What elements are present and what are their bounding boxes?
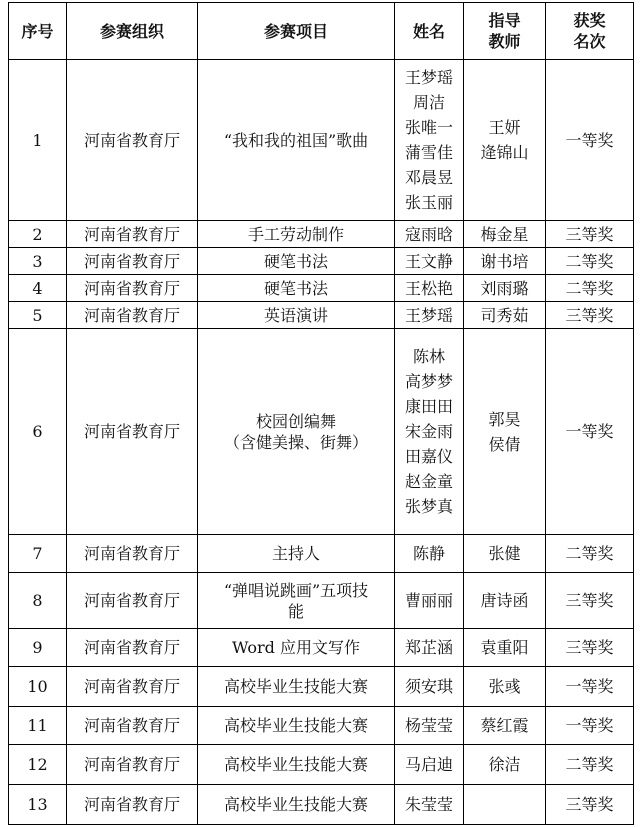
cell-names [395, 573, 464, 629]
cell-project-line: （含健美操、街舞） [223, 432, 368, 452]
cell-project [198, 60, 395, 221]
table-row [9, 275, 634, 302]
cell-names-line: 马启迪 [404, 755, 453, 774]
cell-project [198, 275, 395, 302]
table-row [9, 302, 634, 329]
cell-no: 1 [9, 60, 67, 221]
cell-teachers [464, 275, 546, 302]
cell-names-line: 王梦瑶 [404, 305, 453, 325]
table-row [9, 785, 634, 825]
header-award-line1: 获奖 [573, 11, 606, 30]
cell-org: 河南省教育厅 [67, 573, 198, 629]
cell-project-line: 高校毕业生技能大赛 [223, 716, 368, 735]
table-row [9, 60, 634, 221]
header-project: 参赛项目 [198, 3, 395, 60]
cell-award: 一等奖 [546, 60, 634, 221]
cell-teachers [464, 707, 546, 745]
cell-project [198, 707, 395, 745]
cell-names-line: 陈静 [412, 544, 445, 563]
cell-project [198, 745, 395, 785]
cell-teachers-line: 王妍 [488, 118, 521, 137]
cell-names-line: 赵金童 [404, 472, 453, 491]
cell-names [395, 535, 464, 573]
cell-no: 6 [9, 329, 67, 535]
table-row [9, 667, 634, 707]
cell-names [395, 667, 464, 707]
cell-teachers [464, 745, 546, 785]
cell-project [198, 785, 395, 825]
table-row [9, 573, 634, 629]
cell-project-line: 校园创编舞 [255, 411, 336, 431]
cell-names [395, 248, 464, 275]
cell-project-line: 主持人 [271, 544, 320, 563]
header-name: 姓名 [395, 3, 464, 60]
cell-award: 二等奖 [546, 745, 634, 785]
cell-org: 河南省教育厅 [67, 785, 198, 825]
cell-names-line: 田嘉仪 [404, 447, 453, 466]
cell-names [395, 60, 464, 221]
table-row [9, 629, 634, 667]
cell-teachers-line: 梅金星 [480, 224, 529, 244]
cell-project [198, 221, 395, 248]
cell-project-line: 英语演讲 [263, 305, 328, 325]
cell-teachers-line: 司秀茹 [480, 305, 529, 325]
cell-names-line: 邓晨昱 [404, 168, 453, 187]
cell-names-line: 朱莹莹 [404, 795, 453, 814]
header-no: 序号 [9, 3, 67, 60]
cell-teachers-line: 张彧 [488, 677, 521, 696]
cell-names-line: 周洁 [412, 93, 445, 112]
cell-names-line: 王梦瑶 [404, 68, 453, 87]
cell-project [198, 248, 395, 275]
cell-names [395, 785, 464, 825]
cell-names-line: 王文静 [404, 251, 453, 271]
cell-names-line: 陈林 [412, 347, 445, 366]
table-row [9, 248, 634, 275]
cell-names [395, 329, 464, 535]
cell-project [198, 667, 395, 707]
cell-names [395, 221, 464, 248]
cell-project-line: 手工劳动制作 [247, 224, 344, 244]
cell-no: 8 [9, 573, 67, 629]
cell-teachers-line: 唐诗函 [480, 591, 529, 610]
header-teacher-line1: 指导 [488, 11, 521, 30]
cell-teachers [464, 302, 546, 329]
cell-no: 9 [9, 629, 67, 667]
table-row [9, 707, 634, 745]
cell-teachers [464, 535, 546, 573]
cell-award: 一等奖 [546, 707, 634, 745]
cell-teachers [464, 667, 546, 707]
cell-project [198, 302, 395, 329]
cell-teachers-line: 张健 [488, 544, 521, 563]
cell-names [395, 275, 464, 302]
cell-teachers [464, 329, 546, 535]
table-body [9, 60, 634, 825]
table-row [9, 329, 634, 535]
cell-teachers [464, 629, 546, 667]
cell-project-line: “我和我的祖国”歌曲 [223, 130, 369, 150]
header-award-line2: 名次 [573, 32, 606, 51]
cell-names-line: 寇雨晗 [404, 224, 453, 244]
cell-project-line: “弹唱说跳画”五项技 [223, 580, 369, 600]
cell-teachers-line: 郭昊 [488, 409, 521, 429]
cell-names-line: 张唯一 [404, 118, 453, 137]
cell-org: 河南省教育厅 [67, 667, 198, 707]
cell-project [198, 629, 395, 667]
cell-teachers [464, 573, 546, 629]
cell-project [198, 535, 395, 573]
table-row [9, 745, 634, 785]
cell-org: 河南省教育厅 [67, 302, 198, 329]
cell-org: 河南省教育厅 [67, 707, 198, 745]
cell-no: 4 [9, 275, 67, 302]
cell-no: 13 [9, 785, 67, 825]
cell-org: 河南省教育厅 [67, 221, 198, 248]
cell-names-line: 康田田 [404, 397, 453, 416]
cell-names [395, 745, 464, 785]
cell-names-line: 曹丽丽 [404, 591, 453, 610]
cell-teachers-line: 徐洁 [488, 755, 521, 774]
cell-names [395, 707, 464, 745]
header-org: 参赛组织 [67, 3, 198, 60]
cell-project-line: 高校毕业生技能大赛 [223, 795, 368, 814]
cell-project-line: 高校毕业生技能大赛 [223, 677, 368, 696]
cell-project-line: 硬笔书法 [263, 278, 328, 298]
cell-org: 河南省教育厅 [67, 248, 198, 275]
cell-project-line: 高校毕业生技能大赛 [223, 755, 368, 774]
cell-org: 河南省教育厅 [67, 329, 198, 535]
cell-teachers-line: 侯倩 [488, 434, 521, 454]
cell-award: 三等奖 [546, 221, 634, 248]
cell-project [198, 329, 395, 535]
cell-no: 12 [9, 745, 67, 785]
cell-award: 三等奖 [546, 785, 634, 825]
cell-teachers-line: 蔡红霞 [480, 716, 529, 735]
cell-award: 二等奖 [546, 275, 634, 302]
cell-award: 二等奖 [546, 535, 634, 573]
cell-teachers-line: 逄锦山 [480, 143, 529, 162]
cell-names-line: 杨莹莹 [404, 716, 453, 735]
cell-award: 一等奖 [546, 329, 634, 535]
header-teacher-line2: 教师 [488, 32, 521, 51]
cell-project-line: Word 应用文写作 [232, 638, 360, 657]
cell-award: 三等奖 [546, 573, 634, 629]
header-row [9, 3, 634, 60]
cell-teachers-line: 袁重阳 [480, 638, 529, 657]
cell-org: 河南省教育厅 [67, 745, 198, 785]
cell-names [395, 302, 464, 329]
cell-teachers [464, 221, 546, 248]
table-row [9, 535, 634, 573]
cell-award: 一等奖 [546, 667, 634, 707]
cell-teachers [464, 60, 546, 221]
cell-names-line: 张玉丽 [404, 193, 453, 212]
cell-teachers-line: 谢书培 [480, 251, 529, 271]
table-row [9, 221, 634, 248]
cell-org: 河南省教育厅 [67, 275, 198, 302]
cell-org: 河南省教育厅 [67, 535, 198, 573]
cell-project [198, 573, 395, 629]
cell-names-line: 郑芷涵 [404, 638, 453, 657]
cell-no: 3 [9, 248, 67, 275]
cell-no: 5 [9, 302, 67, 329]
cell-award: 二等奖 [546, 248, 634, 275]
cell-names-line: 张梦真 [404, 497, 453, 516]
cell-names-line: 蒲雪佳 [404, 143, 453, 162]
cell-teachers [464, 248, 546, 275]
cell-org: 河南省教育厅 [67, 60, 198, 221]
cell-names-line: 王松艳 [404, 278, 453, 298]
cell-award: 三等奖 [546, 302, 634, 329]
cell-teachers-line: 刘雨璐 [480, 278, 529, 298]
cell-project-line: 能 [287, 601, 304, 621]
header-award [546, 3, 634, 60]
cell-award: 三等奖 [546, 629, 634, 667]
cell-no: 11 [9, 707, 67, 745]
cell-org: 河南省教育厅 [67, 629, 198, 667]
cell-names-line: 须安琪 [404, 677, 453, 696]
cell-no: 7 [9, 535, 67, 573]
cell-no: 2 [9, 221, 67, 248]
cell-names [395, 629, 464, 667]
cell-teachers [464, 785, 546, 825]
cell-no: 10 [9, 667, 67, 707]
header-teacher [464, 3, 546, 60]
cell-project-line: 硬笔书法 [263, 251, 328, 271]
cell-names-line: 宋金雨 [404, 422, 453, 441]
awards-table [8, 2, 634, 825]
cell-names-line: 高梦梦 [404, 372, 453, 391]
